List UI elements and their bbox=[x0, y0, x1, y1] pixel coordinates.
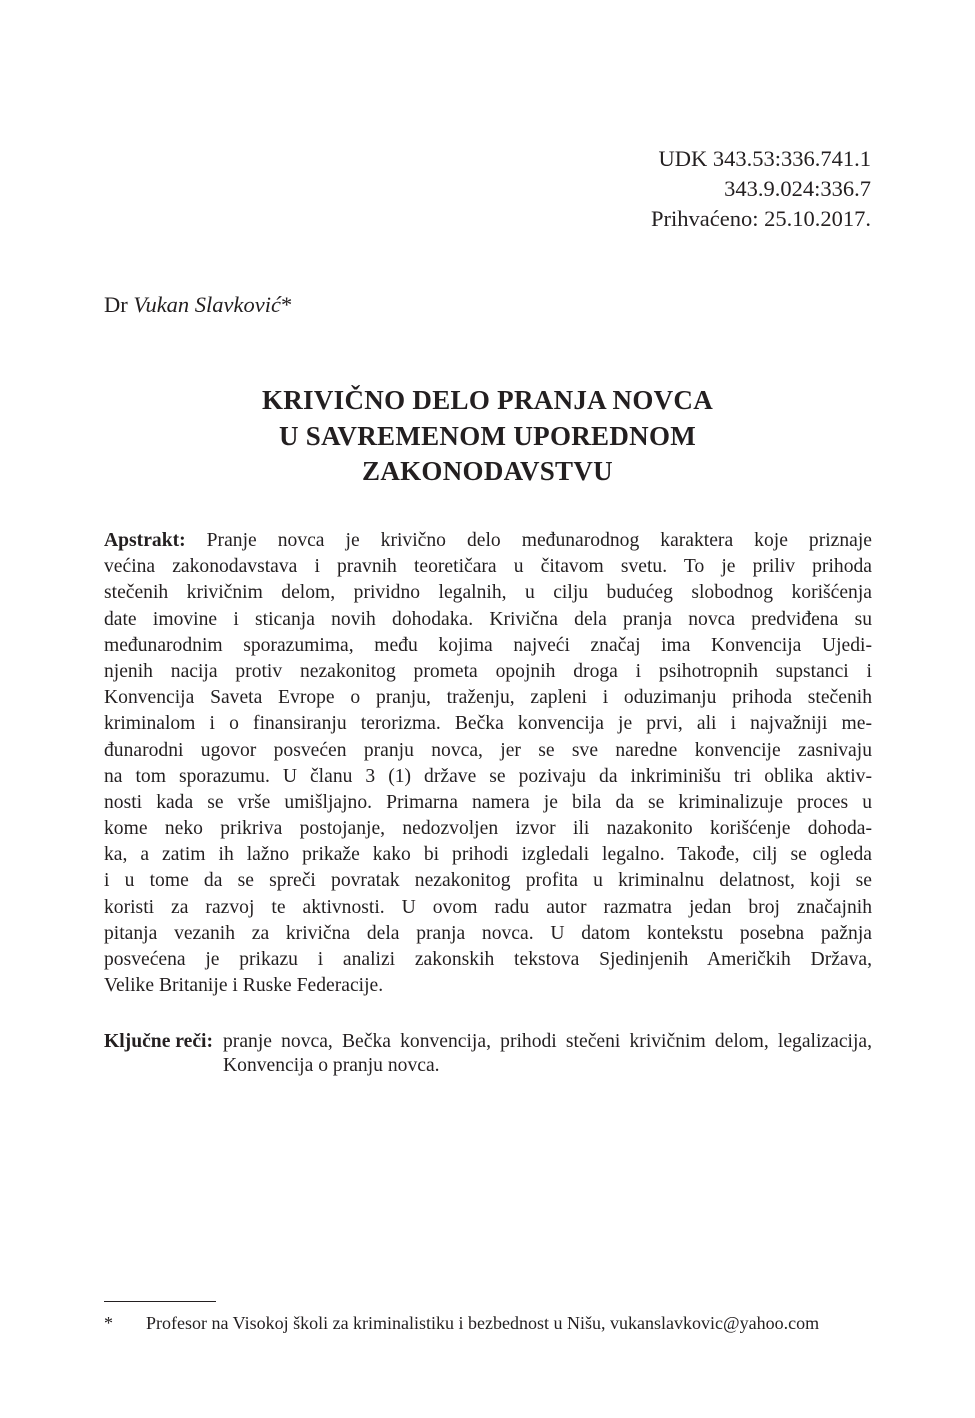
keywords-line: Konvencija o pranju novca. bbox=[223, 1055, 440, 1076]
abstract-text: Pranje novca je krivično delo međunarodnog karaktera koje priznaje bbox=[206, 530, 872, 551]
udk-classification bbox=[651, 144, 871, 234]
keywords-text bbox=[223, 1030, 872, 1078]
abstract-line: Velike Britanije i Ruske Federacije. bbox=[104, 975, 384, 997]
keywords-line: pranje novca, Bečka konvencija, prihodi stečeni krivičnim delom, legalizacija, bbox=[223, 1031, 872, 1052]
footnote-separator bbox=[104, 1301, 216, 1302]
author-title: Dr bbox=[104, 292, 128, 317]
title-line: ZAKONODAVSTVU bbox=[362, 456, 613, 486]
abstract-line: koristi za razvoj te aktivnosti. U ovom radu autor razmatra jedan broj značajnih bbox=[104, 896, 872, 918]
abstract-line bbox=[104, 528, 872, 554]
author-byline bbox=[104, 290, 292, 320]
abstract-line: kome neko prikriva postojanje, nedozvoljen izvor ili nazakonito korišćenje dohoda- bbox=[104, 818, 872, 840]
udk-line: UDK 343.53:336.741.1 bbox=[658, 146, 871, 171]
udk-line: 343.9.024:336.7 bbox=[724, 176, 871, 201]
abstract-label: Apstrakt: bbox=[104, 530, 186, 551]
abstract-line: na tom sporazumu. U članu 3 (1) države se pozivaju da inkriminišu tri oblika aktiv- bbox=[104, 765, 872, 787]
author-footnote-mark: * bbox=[281, 292, 293, 317]
paper-title bbox=[0, 383, 975, 490]
abstract-line: đunarodni ugovor posvećen pranju novca, jer se sve naredne konvencije zasnivaju bbox=[104, 739, 872, 761]
keywords-label: Ključne reči: bbox=[104, 1031, 213, 1052]
abstract-line: i u tome da se spreči povratak nezakonitog profita u kriminalnu delatnost, koji se bbox=[104, 870, 872, 892]
abstract-line: pitanja vezanih za krivična dela pranja novca. U datom kontekstu posebna pažnja bbox=[104, 922, 872, 944]
abstract-line: stečenih krivičnim delom, prividno legalnih, u cilju budućeg slobodnog korišćenja bbox=[104, 582, 872, 604]
abstract-line: posvećena je prikazu i analizi zakonskih tekstova Sjedinjenih Američkih Država, bbox=[104, 949, 872, 970]
abstract-line: međunarodnim sporazumima, među kojima najveći značaj ima Konvencija Ujedi- bbox=[104, 634, 872, 656]
abstract bbox=[104, 528, 872, 999]
accepted-date: Prihvaćeno: 25.10.2017. bbox=[651, 206, 871, 231]
abstract-line: Konvencija Saveta Evrope o pranju, traženju, zapleni i oduzimanju prihoda stečenih bbox=[104, 687, 872, 709]
footnote-mark: * bbox=[104, 1313, 113, 1333]
abstract-line: ka, a zatim ih lažno prikaže kako bi prihodi izgledali legalno. Takođe, cilj se ogleda bbox=[104, 844, 872, 866]
footnote-text: Profesor na Visokoj školi za kriminalistiku i bezbednost u Nišu, vukanslavkovic@yahoo.com bbox=[146, 1313, 820, 1333]
abstract-line: nosti kada se vrše umišljajno. Primarna namera je bila da se kriminalizuje proces u bbox=[104, 791, 872, 813]
abstract-line: kriminalom i o finansiranju terorizma. Bečka konvencija je prvi, ali i najvažniji me- bbox=[104, 713, 872, 735]
author-name: Vukan Slavković bbox=[133, 292, 282, 317]
title-line: U SAVREMENOM UPOREDNOM bbox=[278, 420, 697, 451]
abstract-line: njenih nacija protiv nezakonitog prometa opojnih droga i psihotropnih supstanci i bbox=[104, 660, 872, 682]
title-line: KRIVIČNO DELO PRANJA NOVCA bbox=[261, 385, 714, 415]
abstract-line: većina zakonodavstava i pravnih teoretičara u čitavom svetu. To je priliv prihoda bbox=[104, 556, 872, 578]
abstract-line: date imovine i sticanja novih dohodaka. Krivična dela pranja novca predviđena su bbox=[104, 608, 872, 630]
